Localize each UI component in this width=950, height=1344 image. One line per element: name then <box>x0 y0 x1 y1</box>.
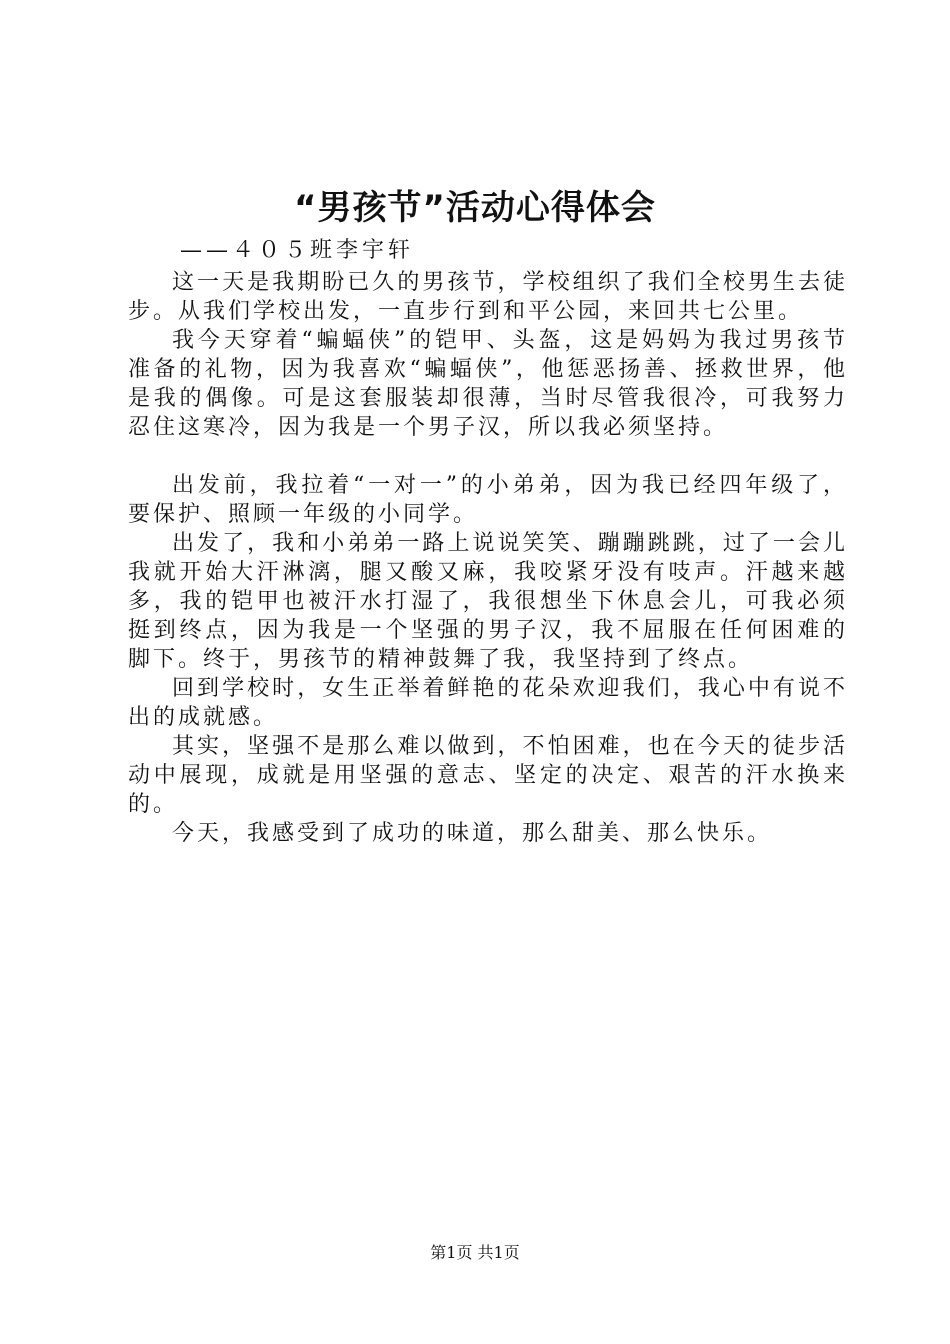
paragraph-2: 我今天穿着“蝙蝠侠”的铠甲、头盔，这是妈妈为我过男孩节准备的礼物，因为我喜欢“蝙蝠侠”，他惩恶扬善、拯救世界，他是我的偶像。可是这套服装却很薄，当时尽管我很冷，可我努力忍住这寒冷，因为我是一个男子汉，所以我必须坚持。 <box>128 328 848 440</box>
paragraph-1: 这一天是我期盼已久的男孩节，学校组织了我们全校男生去徒步。从我们学校出发，一直步行到和平公园，来回共七公里。 <box>128 270 848 324</box>
paragraph-5: 回到学校时，女生正举着鲜艳的花朵欢迎我们，我心中有说不出的成就感。 <box>128 676 848 730</box>
author-line: ——４０５班李宇轩 <box>180 238 415 263</box>
paragraph-3: 出发前，我拉着“一对一”的小弟弟，因为我已经四年级了，要保护、照顾一年级的小同学。 <box>128 473 848 527</box>
paragraph-7: 今天，我感受到了成功的味道，那么甜美、那么快乐。 <box>172 821 773 846</box>
paragraph-6: 其实，坚强不是那么难以做到，不怕困难，也在今天的徒步活动中展现，成就是用坚强的意志、坚定的决定、艰苦的汗水换来的。 <box>128 734 848 817</box>
document-body <box>128 268 848 848</box>
document-title: “男孩节”活动心得体会 <box>294 188 656 228</box>
page-footer: 第1页 共1页 <box>430 1243 520 1262</box>
paragraph-4: 出发了，我和小弟弟一路上说说笑笑、蹦蹦跳跳，过了一会儿我就开始大汗淋漓，腿又酸又麻，我咬紧牙没有吱声。汗越来越多，我的铠甲也被汗水打湿了，我很想坐下休息会儿，可我必须挺到终点，因为我是一个坚强的男子汉，我不屈服在任何困难的脚下。终于，男孩节的精神鼓舞了我，我坚持到了终点。 <box>128 531 848 672</box>
